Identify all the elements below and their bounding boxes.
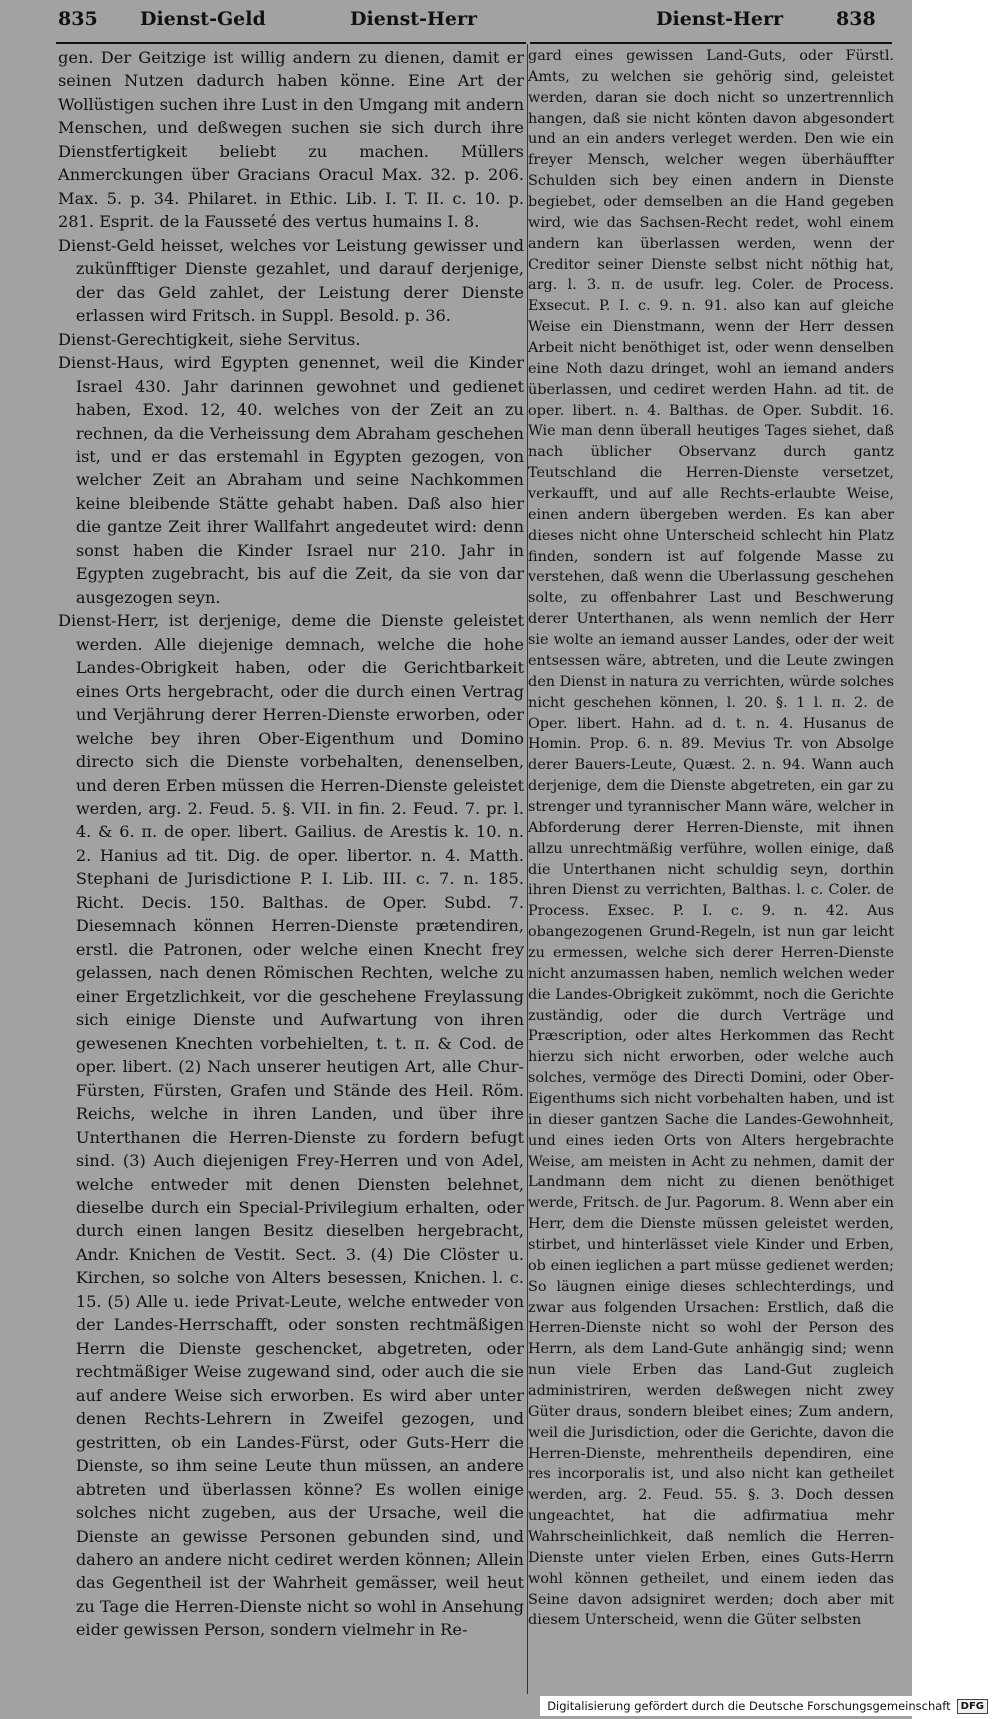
entry-dienst-geld: Dienst-Geld heisset, welches vor Leistung gewisser und zukünfftiger Dienste gezahlet, und darauf derjenige, der das Geld zahlet, der Leistung derer Dienste erlassen wird Fritsch. in Suppl. Besold. p. 36. [58, 235, 524, 326]
header-rule-left [56, 42, 526, 44]
entry-dienst-gerechtigkeit: Dienst-Gerechtigkeit, siehe Servitus. [58, 329, 361, 349]
digitization-footer [540, 1696, 988, 1716]
paragraph-continuation: gen. Der Geitzige ist willig andern zu dienen, damit er seinen Nutzen dadurch haben könne. Eine Art der Wollüstigen suchen ihre Lust in den Umgang mit andern Menschen, und deßwegen suchen sie sich durch ihre Dienstfertigkeit beliebt zu machen. Müllers Anmerckungen über Gracians Oracul Max. 32. p. 206. Max. 5. p. 34. Philaret. in Ethic. Lib. I. T. II. c. 10. p. 281. Esprit. de la Fausseté des vertus humains I. 8. [58, 48, 524, 232]
header-rule-right [530, 42, 892, 44]
paragraph-continuation-right: gard eines gewissen Land-Guts, oder Fürstl. Amts, zu welchen sie gehörig sind, geleistet werden, daran sie doch nicht so unzertrennlich hangen, daß sie nicht könten davon abgesondert und an ein anders verleget werden. Den wie ein freyer Mensch, welcher wegen überhäuffter Schulden sich bey einen andern in Dienste begiebet, oder demselben an die Hand gegeben wird, wie das Sachsen-Recht redet, wohl einem andern kan überlassen werden, wenn der Creditor seiner Dienste selbst nicht nöthig hat, arg. l. 3. π. de usufr. leg. Coler. de Process. Exsecut. P. I. c. 9. n. 91. also kan auf gleiche Weise ein Dienstmann, wenn der Herr dessen Arbeit nicht benöthiget ist, oder wenn denselben eine Noth dazu dringet, wohl an iemand anders überlassen, und cediret werden Hahn. ad tit. de oper. libert. n. 4. Balthas. de Oper. Subdit. 16. Wie man denn überall heutiges Tages siehet, daß nach üblicher Observanz durch gantz Teutschland die Herren-Dienste versetzet, verkaufft, und auf alle Rechts-erlaubte Weise, einen andern übergeben werden. Es kan aber dieses nicht ohne Unterscheid schlecht hin Platz finden, sondern ist auf folgende Masse zu verstehen, daß wenn die Uberlassung geschehen solte, zu offenbahrer Last und Beschwerung derer Unterthanen, als wenn nemlich der Herr sie wolte an iemand ausser Landes, oder der weit entsessen wäre, abtreten, und die Leute zwingen den Dienst in natura zu verrichten, würde solches nicht geschehen können, l. 20. §. 1 l. π. 2. de Oper. libert. Hahn. ad d. t. n. 4. Husanus de Homin. Prop. 6. n. 89. Mevius Tr. von Absolge derer Bauers-Leute, Quæst. 2. n. 94. Wann auch derjenige, dem die Dienste abgetreten, ein gar zu strenger und tyrannischer Mann wäre, welcher in Abforderung derer Herren-Dienste, mit ihnen allzu unrechtmäßig verführe, wollen einige, daß die Unterthanen nicht schuldig seyn, dorthin ihren Dienst zu verrichten, Balthas. l. c. Coler. de Process. Exsec. P. I. c. 9. n. 42. Aus obangezogenen Grund-Regeln, ist nun gar leicht zu ermessen, welche sich derer Herren-Dienste nicht anzumassen haben, nemlich welchen weder die Landes-Obrigkeit zukömmt, noch die Gerichte zuständig, oder die durch Verträge und Præscription, oder altes Herkommen das Recht hierzu sich nicht erworben, oder welche auch solches, vermöge des Directi Domini, oder Ober-Eigenthums sich nicht vorbehalten haben, und ist in dieser gantzen Sache die Landes-Gewohnheit, und eines ieden Orts von Alters hergebrachte Weise, am meisten in Acht zu nehmen, damit der Landmann dem nicht zu dienen benöthiget werde, Fritsch. de Jur. Pagorum. 8. Wenn aber ein Herr, dem die Dienste müssen geleistet werden, stirbet, und hinterlässet viele Kinder und Erben, ob einen ieglichen a part müsse gedienet werden; So läugnen einige dieses schlechterdings, und zwar aus folgenden Ursachen: Erstlich, daß die Herren-Dienste nicht so wohl der Person des Herrn, als dem Land-Gute anhängig sind; wenn nun viele Erben das Land-Gut zugleich administriren, werden deßwegen nicht zwey Güter draus, sondern bleibet eines; Zum andern, weil die Jurisdiction, oder die Gerichte, davon die Herren-Dienste, mehrentheils dependiren, eine res incorporalis ist, und also nicht kan getheilet werden, arg. 2. Feud. 55. §. 3. Doch dessen ungeachtet, hat die adfirmatiua mehr Wahrscheinlichkeit, daß nemlich die Herren-Dienste unter vielen Erben, eines Guts-Herrn wohl können getheilet, und einem ieden das Seine davon adsigniret werden; doch aber mit diesem Unterscheid, wenn die Güter selbsten [528, 48, 894, 1629]
right-catchword: Dienst-Herr [656, 8, 784, 30]
left-page-number: 835 [58, 8, 98, 30]
page-margin [912, 0, 1000, 1719]
left-catchword-2: Dienst-Herr [350, 8, 478, 30]
footer-text: Digitalisierung gefördert durch die Deutsche Forschungsgemeinschaft [547, 1699, 951, 1713]
right-column [528, 46, 894, 1631]
entry-dienst-haus: Dienst-Haus, wird Egypten genennet, weil die Kinder Israel 430. Jahr darinnen gewohnet und gedienet haben, Exod. 12, 40. welches von der Zeit an zu rechnen, da die Verheissung dem Abraham geschehen ist, und er das erstemahl in Egypten gezogen, von welcher Zeit an Abraham und seine Nachkommen keine bleibende Stätte gehabt haben. Daß also hier die gantze Zeit ihrer Wallfahrt angedeutet wird: denn sonst haben die Kinder Israel nur 210. Jahr in Egypten zugebracht, bis auf die Zeit, da sie von dar ausgezogen seyn. [58, 353, 524, 607]
left-column [58, 46, 524, 1642]
right-page-number: 838 [836, 8, 876, 30]
dfg-logo: DFG [957, 1699, 988, 1714]
left-catchword-1: Dienst-Geld [140, 8, 266, 30]
entry-dienst-herr: Dienst-Herr, ist derjenige, deme die Dienste geleistet werden. Alle diejenige demnach, welche die hohe Landes-Obrigkeit haben, oder die Gerichtbarkeit eines Orts hergebracht, oder die durch einen Vertrag und Verjährung derer Herren-Dienste erworben, oder welche bey ihren Ober-Eigenthum und Domino directo sich die Dienste vorbehalten, denenselben, und deren Erben müssen die Herren-Dienste geleistet werden, arg. 2. Feud. 5. §. VII. in fin. 2. Feud. 7. pr. l. 4. & 6. π. de oper. libert. Gailius. de Arestis k. 10. n. 2. Hanius ad tit. Dig. de oper. libertor. n. 4. Matth. Stephani de Jurisdictione P. I. Lib. III. c. 7. n. 185. Richt. Decis. 150. Balthas. de Oper. Subd. 7. Diesemnach können Herren-Dienste prætendiren, erstl. die Patronen, oder welche einen Knecht frey gelassen, nach denen Römischen Rechten, welche zu einer Ergetzlichkeit, vor die geschehene Freylassung sich einige Dienste und Aufwartung von ihren gewesenen Knechten vorbehielten, t. t. π. & Cod. de oper. libert. (2) Nach unserer heutigen Art, alle Chur-Fürsten, Fürsten, Grafen und Stände des Heil. Röm. Reichs, welche in ihren Landen, und über ihre Unterthanen die Herren-Dienste zu fordern befugt sind. (3) Auch diejenigen Frey-Herren und von Adel, welche entweder mit denen Diensten belehnet, dieselbe durch ein Special-Privilegium erhalten, oder durch einen langen Besitz dieselben hergebracht, Andr. Knichen de Vestit. Sect. 3. (4) Die Clöster u. Kirchen, so solche von Alters besessen, Knichen. l. c. 15. (5) Alle u. iede Privat-Leute, welche entweder von der Landes-Herrschafft, oder sonsten rechtmäßigen Herrn die Dienste geschencket, abgetreten, oder rechtmäßiger Weise zugewand sind, oder auch die sie auf andere Weise sich erworben. Es wird aber unter denen Rechts-Lehrern in Zweifel gezogen, und gestritten, ob ein Landes-Fürst, oder Guts-Herr die Dienste, so ihm seine Leute thun müssen, an andere abtreten und überlassen könne? Es wollen einige solches nicht zugeben, aus der Ursache, weil die Dienste an gewisse Personen gebunden sind, und dahero an andere nicht cediret werden können; Allein das Gegentheil ist der Wahrheit gemässer, weil heut zu Tage die Herren-Dienste nicht so wohl in Ansehung eider gewissen Person, sondern vielmehr in Re- [58, 611, 524, 1640]
